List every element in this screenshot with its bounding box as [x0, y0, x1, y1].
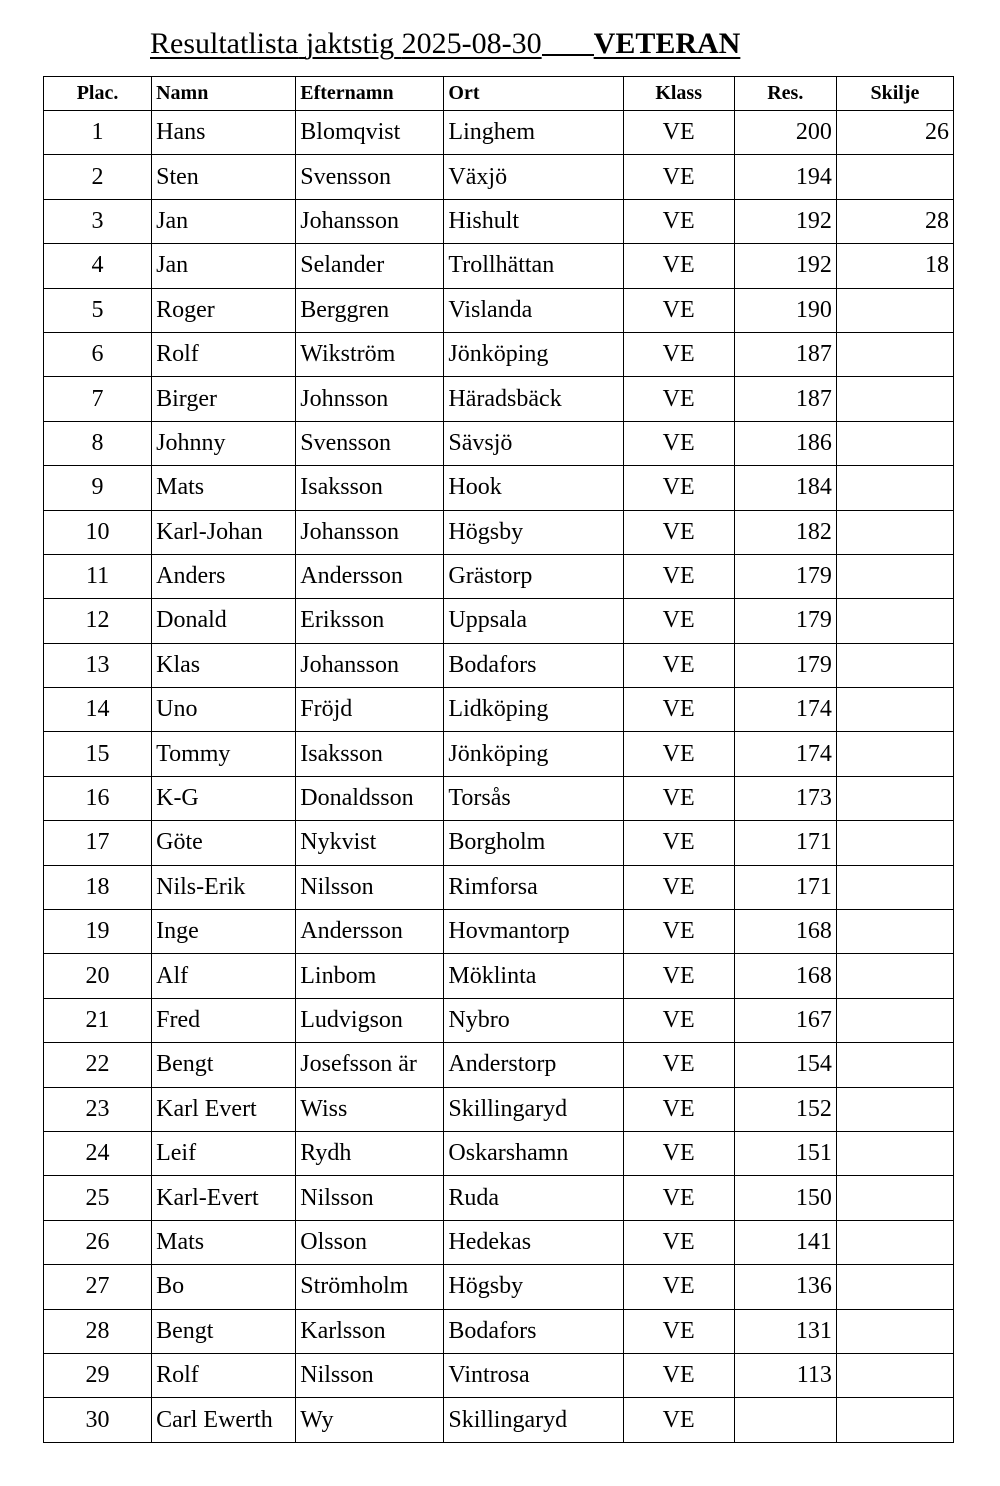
cell-res: 179: [734, 643, 836, 687]
cell-skilje: [836, 466, 953, 510]
cell-res: 187: [734, 377, 836, 421]
cell-namn: Hans: [152, 111, 296, 155]
cell-res: 194: [734, 155, 836, 199]
cell-plac: 27: [44, 1265, 152, 1309]
cell-skilje: [836, 688, 953, 732]
cell-efternamn: Andersson: [296, 554, 444, 598]
table-row: [44, 688, 954, 732]
cell-efternamn: Isaksson: [296, 466, 444, 510]
cell-namn: Göte: [152, 821, 296, 865]
cell-plac: 7: [44, 377, 152, 421]
cell-klass: VE: [623, 776, 734, 820]
table-row: [44, 776, 954, 820]
cell-res: 200: [734, 111, 836, 155]
cell-plac: 4: [44, 244, 152, 288]
header-skilje: Skilje: [836, 77, 953, 111]
cell-ort: Grästorp: [444, 554, 623, 598]
cell-efternamn: Eriksson: [296, 599, 444, 643]
cell-namn: Mats: [152, 1220, 296, 1264]
cell-namn: Jan: [152, 199, 296, 243]
cell-efternamn: Nilsson: [296, 1176, 444, 1220]
cell-namn: Bo: [152, 1265, 296, 1309]
cell-klass: VE: [623, 332, 734, 376]
cell-skilje: [836, 332, 953, 376]
cell-efternamn: Berggren: [296, 288, 444, 332]
cell-res: 192: [734, 244, 836, 288]
cell-skilje: [836, 288, 953, 332]
cell-ort: Hook: [444, 466, 623, 510]
cell-namn: Carl Ewerth: [152, 1398, 296, 1442]
cell-res: 174: [734, 732, 836, 776]
table-row: [44, 865, 954, 909]
cell-ort: Vintrosa: [444, 1353, 623, 1397]
cell-ort: Nybro: [444, 998, 623, 1042]
cell-plac: 21: [44, 998, 152, 1042]
cell-efternamn: Fröjd: [296, 688, 444, 732]
cell-res: 131: [734, 1309, 836, 1353]
cell-ort: Häradsbäck: [444, 377, 623, 421]
cell-namn: Karl-Evert: [152, 1176, 296, 1220]
cell-ort: Linghem: [444, 111, 623, 155]
cell-skilje: [836, 421, 953, 465]
cell-ort: Hedekas: [444, 1220, 623, 1264]
cell-namn: Mats: [152, 466, 296, 510]
cell-klass: VE: [623, 1043, 734, 1087]
cell-klass: VE: [623, 1176, 734, 1220]
table-row: [44, 910, 954, 954]
cell-klass: VE: [623, 199, 734, 243]
cell-efternamn: Andersson: [296, 910, 444, 954]
cell-plac: 9: [44, 466, 152, 510]
table-row: [44, 466, 954, 510]
cell-res: 174: [734, 688, 836, 732]
cell-res: 168: [734, 910, 836, 954]
cell-namn: Klas: [152, 643, 296, 687]
cell-res: 190: [734, 288, 836, 332]
cell-skilje: [836, 821, 953, 865]
cell-namn: Johnny: [152, 421, 296, 465]
cell-skilje: [836, 1043, 953, 1087]
cell-efternamn: Isaksson: [296, 732, 444, 776]
cell-namn: Rolf: [152, 1353, 296, 1397]
cell-skilje: [836, 1131, 953, 1175]
cell-namn: Rolf: [152, 332, 296, 376]
cell-plac: 15: [44, 732, 152, 776]
cell-klass: VE: [623, 865, 734, 909]
cell-skilje: [836, 1087, 953, 1131]
cell-res: 150: [734, 1176, 836, 1220]
cell-plac: 22: [44, 1043, 152, 1087]
cell-skilje: [836, 510, 953, 554]
cell-klass: VE: [623, 466, 734, 510]
cell-klass: VE: [623, 1353, 734, 1397]
cell-efternamn: Wikström: [296, 332, 444, 376]
header-row: [44, 77, 954, 111]
table-row: [44, 554, 954, 598]
cell-namn: Jan: [152, 244, 296, 288]
cell-ort: Lidköping: [444, 688, 623, 732]
cell-skilje: [836, 1220, 953, 1264]
cell-res: 179: [734, 599, 836, 643]
table-row: [44, 332, 954, 376]
cell-plac: 6: [44, 332, 152, 376]
cell-klass: VE: [623, 554, 734, 598]
results-table: [43, 76, 954, 1443]
cell-klass: VE: [623, 155, 734, 199]
cell-ort: Sävsjö: [444, 421, 623, 465]
cell-klass: VE: [623, 998, 734, 1042]
cell-plac: 30: [44, 1398, 152, 1442]
table-row: [44, 821, 954, 865]
cell-skilje: [836, 1265, 953, 1309]
cell-efternamn: Johansson: [296, 199, 444, 243]
cell-efternamn: Johansson: [296, 643, 444, 687]
cell-namn: Uno: [152, 688, 296, 732]
cell-ort: Torsås: [444, 776, 623, 820]
cell-res: 186: [734, 421, 836, 465]
header-ort: Ort: [444, 77, 623, 111]
cell-ort: Anderstorp: [444, 1043, 623, 1087]
cell-res: 173: [734, 776, 836, 820]
cell-skilje: [836, 599, 953, 643]
cell-namn: Bengt: [152, 1309, 296, 1353]
cell-klass: VE: [623, 111, 734, 155]
title-sub: jaktstig: [305, 27, 395, 60]
cell-ort: Högsby: [444, 1265, 623, 1309]
header-namn: Namn: [152, 77, 296, 111]
cell-efternamn: Nykvist: [296, 821, 444, 865]
cell-plac: 3: [44, 199, 152, 243]
cell-skilje: 28: [836, 199, 953, 243]
table-row: [44, 1220, 954, 1264]
cell-plac: 20: [44, 954, 152, 998]
cell-klass: VE: [623, 1131, 734, 1175]
cell-skilje: [836, 954, 953, 998]
cell-plac: 26: [44, 1220, 152, 1264]
cell-efternamn: Linbom: [296, 954, 444, 998]
cell-res: 167: [734, 998, 836, 1042]
cell-efternamn: Johansson: [296, 510, 444, 554]
table-row: [44, 998, 954, 1042]
cell-namn: Sten: [152, 155, 296, 199]
cell-klass: VE: [623, 1087, 734, 1131]
cell-skilje: [836, 377, 953, 421]
cell-plac: 12: [44, 599, 152, 643]
cell-res: 168: [734, 954, 836, 998]
cell-plac: 24: [44, 1131, 152, 1175]
cell-skilje: [836, 1398, 953, 1442]
cell-ort: Jönköping: [444, 732, 623, 776]
table-row: [44, 1176, 954, 1220]
cell-res: 151: [734, 1131, 836, 1175]
cell-ort: Vislanda: [444, 288, 623, 332]
table-row: [44, 377, 954, 421]
table-row: [44, 599, 954, 643]
cell-res: 141: [734, 1220, 836, 1264]
header-efternamn: Efternamn: [296, 77, 444, 111]
cell-namn: Alf: [152, 954, 296, 998]
cell-efternamn: Johnsson: [296, 377, 444, 421]
table-row: [44, 1043, 954, 1087]
cell-klass: VE: [623, 732, 734, 776]
cell-ort: Hishult: [444, 199, 623, 243]
cell-klass: VE: [623, 1220, 734, 1264]
cell-res: 184: [734, 466, 836, 510]
table-row: [44, 954, 954, 998]
cell-skilje: [836, 998, 953, 1042]
cell-plac: 5: [44, 288, 152, 332]
table-row: [44, 288, 954, 332]
cell-klass: VE: [623, 599, 734, 643]
cell-ort: Högsby: [444, 510, 623, 554]
cell-ort: Rimforsa: [444, 865, 623, 909]
cell-res: 192: [734, 199, 836, 243]
cell-res: 182: [734, 510, 836, 554]
cell-plac: 19: [44, 910, 152, 954]
header-res: Res.: [734, 77, 836, 111]
table-row: [44, 1398, 954, 1442]
cell-namn: Leif: [152, 1131, 296, 1175]
cell-ort: Ruda: [444, 1176, 623, 1220]
cell-efternamn: Nilsson: [296, 865, 444, 909]
table-row: [44, 244, 954, 288]
cell-plac: 11: [44, 554, 152, 598]
cell-res: 136: [734, 1265, 836, 1309]
table-row: [44, 1087, 954, 1131]
cell-klass: VE: [623, 377, 734, 421]
cell-plac: 14: [44, 688, 152, 732]
cell-plac: 8: [44, 421, 152, 465]
cell-skilje: [836, 643, 953, 687]
cell-skilje: 26: [836, 111, 953, 155]
cell-namn: Bengt: [152, 1043, 296, 1087]
cell-res: 179: [734, 554, 836, 598]
cell-ort: Bodafors: [444, 643, 623, 687]
cell-klass: VE: [623, 1309, 734, 1353]
cell-ort: Oskarshamn: [444, 1131, 623, 1175]
table-row: [44, 1265, 954, 1309]
cell-namn: Donald: [152, 599, 296, 643]
cell-plac: 23: [44, 1087, 152, 1131]
cell-ort: Borgholm: [444, 821, 623, 865]
cell-namn: Roger: [152, 288, 296, 332]
cell-klass: VE: [623, 421, 734, 465]
table-header: [44, 77, 954, 111]
cell-namn: K-G: [152, 776, 296, 820]
cell-ort: Trollhättan: [444, 244, 623, 288]
cell-namn: Birger: [152, 377, 296, 421]
cell-namn: Fred: [152, 998, 296, 1042]
cell-klass: VE: [623, 643, 734, 687]
cell-ort: Skillingaryd: [444, 1398, 623, 1442]
cell-klass: VE: [623, 1265, 734, 1309]
page-title: [150, 24, 850, 64]
cell-namn: Anders: [152, 554, 296, 598]
table-row: [44, 199, 954, 243]
table-row: [44, 421, 954, 465]
cell-klass: VE: [623, 510, 734, 554]
cell-plac: 1: [44, 111, 152, 155]
cell-res: 113: [734, 1353, 836, 1397]
cell-res: 152: [734, 1087, 836, 1131]
cell-plac: 16: [44, 776, 152, 820]
cell-efternamn: Wy: [296, 1398, 444, 1442]
cell-ort: Skillingaryd: [444, 1087, 623, 1131]
header-plac: Plac.: [44, 77, 152, 111]
cell-klass: VE: [623, 910, 734, 954]
cell-skilje: 18: [836, 244, 953, 288]
cell-efternamn: Selander: [296, 244, 444, 288]
cell-skilje: [836, 1353, 953, 1397]
cell-efternamn: Svensson: [296, 155, 444, 199]
cell-namn: Karl Evert: [152, 1087, 296, 1131]
cell-res: 171: [734, 865, 836, 909]
table-row: [44, 643, 954, 687]
cell-efternamn: Blomqvist: [296, 111, 444, 155]
cell-skilje: [836, 155, 953, 199]
cell-skilje: [836, 1176, 953, 1220]
table-row: [44, 155, 954, 199]
cell-efternamn: Wiss: [296, 1087, 444, 1131]
cell-namn: Inge: [152, 910, 296, 954]
cell-skilje: [836, 865, 953, 909]
cell-namn: Nils-Erik: [152, 865, 296, 909]
table-row: [44, 1309, 954, 1353]
table-row: [44, 1131, 954, 1175]
cell-ort: Växjö: [444, 155, 623, 199]
table-row: [44, 111, 954, 155]
cell-plac: 17: [44, 821, 152, 865]
header-klass: Klass: [623, 77, 734, 111]
cell-klass: VE: [623, 821, 734, 865]
cell-ort: Hovmantorp: [444, 910, 623, 954]
cell-efternamn: Josefsson är: [296, 1043, 444, 1087]
title-date: 2025-08-30: [401, 27, 542, 60]
cell-efternamn: Nilsson: [296, 1353, 444, 1397]
title-main: Resultatlista: [150, 27, 299, 60]
cell-plac: 10: [44, 510, 152, 554]
cell-res: 187: [734, 332, 836, 376]
cell-ort: Uppsala: [444, 599, 623, 643]
cell-plac: 13: [44, 643, 152, 687]
cell-klass: VE: [623, 244, 734, 288]
title-category: VETERAN: [593, 27, 741, 60]
cell-skilje: [836, 1309, 953, 1353]
cell-res: [734, 1398, 836, 1442]
cell-efternamn: Donaldsson: [296, 776, 444, 820]
table-row: [44, 510, 954, 554]
cell-skilje: [836, 910, 953, 954]
cell-skilje: [836, 554, 953, 598]
cell-efternamn: Strömholm: [296, 1265, 444, 1309]
cell-skilje: [836, 732, 953, 776]
cell-efternamn: Olsson: [296, 1220, 444, 1264]
cell-namn: Karl-Johan: [152, 510, 296, 554]
cell-plac: 28: [44, 1309, 152, 1353]
cell-res: 171: [734, 821, 836, 865]
cell-efternamn: Ludvigson: [296, 998, 444, 1042]
cell-efternamn: Rydh: [296, 1131, 444, 1175]
cell-klass: VE: [623, 1398, 734, 1442]
cell-klass: VE: [623, 288, 734, 332]
cell-klass: VE: [623, 954, 734, 998]
cell-plac: 2: [44, 155, 152, 199]
cell-plac: 25: [44, 1176, 152, 1220]
cell-ort: Bodafors: [444, 1309, 623, 1353]
cell-namn: Tommy: [152, 732, 296, 776]
cell-ort: Möklinta: [444, 954, 623, 998]
table-row: [44, 732, 954, 776]
cell-res: 154: [734, 1043, 836, 1087]
cell-skilje: [836, 776, 953, 820]
cell-efternamn: Karlsson: [296, 1309, 444, 1353]
table-row: [44, 1353, 954, 1397]
title-gap: [542, 24, 594, 56]
cell-plac: 29: [44, 1353, 152, 1397]
cell-efternamn: Svensson: [296, 421, 444, 465]
cell-plac: 18: [44, 865, 152, 909]
cell-klass: VE: [623, 688, 734, 732]
cell-ort: Jönköping: [444, 332, 623, 376]
table-body: [44, 111, 954, 1443]
